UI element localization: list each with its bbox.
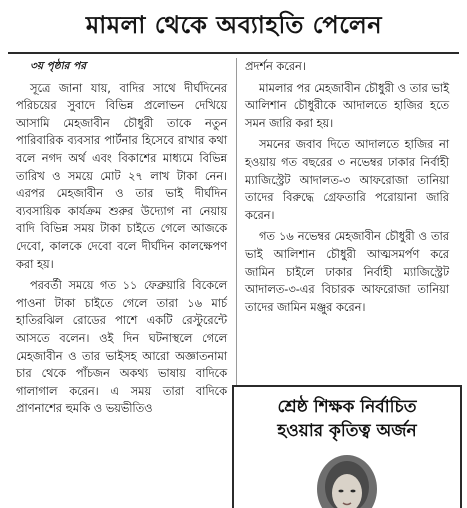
article-right-column [245,58,449,320]
article-paragraph: সূত্রে জানা যায়, বাদির সাথে দীর্ঘদিনের পরিচয়ের সুবাদে বিভিন্ন প্রলোভন দেখিয়ে আসামি মেহজাবীন চৌধুরী তাকে নতুন পারিবারিক ব্যবসার পার্টনার হিসেবে রাখার কথা বলে নগদ অর্থ এবং বিকাশের মাধ্যমে বিভিন্ন তারিখ ও সময়ে মোট ২৭ লাখ টাকা নেন। এরপর মেহজাবীন ও তার ভাই দীর্ঘদিন ব্যবসায়িক কার্যক্রম শুরুর উদ্যোগ না নেয়ায় বাদি বিভিন্ন সময় টাকা চাইতে গেলে আজকে দেবো, কালকে দেবো বলে দীর্ঘদিন কালক্ষেপণ করা হয়। [16,81,227,271]
continued-from-label: ৩য় পৃষ্ঠার পর [30,60,87,72]
article-headline: মামলা থেকে অব্যাহতি পেলেন [85,11,383,39]
article-left-column [16,58,227,422]
boxed-story-title-line: হওয়ার কৃতিত্ব অর্জন [277,421,417,441]
article-paragraph: সমনের জবাব দিতে আদালতে হাজির না হওয়ায় গত বছরের ৩ নভেম্বর ঢাকার নির্বাহী ম্যাজিস্ট্রেট আদালত-৩ আফরোজা তানিয়া তাদের বিরুদ্ধে গ্রেফতারি পরোয়ানা জারি করেন। [245,138,449,222]
boxed-story-title [234,395,460,443]
article-paragraph: মামলার পর মেহজাবীন চৌধুরী ও তার ভাই আলিশান চৌধুরীকে আদালতে হাজির হতে সমন জারি করা হয়। [245,81,449,130]
boxed-story-title-line: শ্রেষ্ঠ শিক্ষক নির্বাচিত [277,397,417,417]
portrait-photo [306,449,388,508]
boxed-story [232,385,462,508]
article-paragraph: প্রদর্শন করেন। [245,60,306,73]
article-paragraph: গত ১৬ নভেম্বর মেহজাবীন চৌধুরী ও তার ভাই আলিশান চৌধুরী আত্মসমর্পণ করে জামিন চাইলে ঢাকার নির্বাহী ম্যাজিস্ট্রেট আদালত-৩-এর বিচারক আফরোজা তানিয়া তাদের জামিন মঞ্জুর করেন। [245,230,449,314]
article-paragraph: পরবর্তী সময়ে গত ১১ ফেব্রুয়ারি বিকেলে পাওনা টাকা চাইতে গেলে তারা ১৬ মার্চ হাতিরঝিল রোডের পাশে একটি রেস্টুরেন্টে আসতে বলেন। ওই দিন ঘটনাস্থলে গেলে মেহজাবীন ও তার ভাইসহ আরো অজ্ঞাতনামা চার থেকে পাঁচজন অকথ্য ভাষায় বাদিকে গালাগাল করেন। এ সময় তারা বাদিকে প্রাণনাশের হুমকি ও ভয়ভীতিও [16,279,227,416]
headline-rule [8,52,459,54]
